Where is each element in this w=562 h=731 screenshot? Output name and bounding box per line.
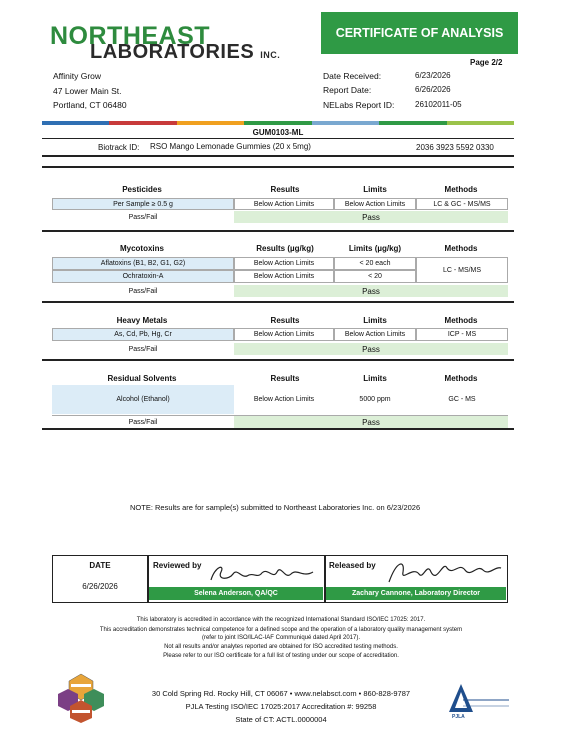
logo-laboratories xyxy=(90,41,280,64)
divider xyxy=(42,428,514,430)
solvents-analyte: Alcohol (Ethanol) xyxy=(52,385,234,414)
client-name: Affinity Grow xyxy=(53,71,102,81)
divider xyxy=(42,138,514,139)
solvents-passfail-label: Pass/Fail xyxy=(128,418,158,426)
accreditation-line-4: Not all results and/or analytes reported are obtained for ISO accredited testing methods. xyxy=(164,644,398,650)
client-street: 47 Lower Main St. xyxy=(53,86,122,96)
reviewer-signature xyxy=(203,558,318,588)
color-bar-segment xyxy=(109,121,176,125)
reviewer-name: Selena Anderson, QA/QC xyxy=(149,587,323,600)
pesticides-methods-header: Methods xyxy=(444,185,478,194)
solvents-method: GC - MS xyxy=(448,396,476,403)
accreditation-line-1: This laboratory is accredited in accordance with the recognized International Standard ISO/IEC 17025: 2017. xyxy=(136,617,426,623)
report-id-value: 26102011-05 xyxy=(415,100,462,109)
reviewed-by-label: Reviewed by xyxy=(153,561,202,570)
sample-code: GUM0103-ML xyxy=(252,128,304,137)
client-city: Portland, CT 06480 xyxy=(53,100,127,110)
pesticides-result: Below Action Limits xyxy=(234,198,334,210)
color-bar xyxy=(42,121,514,125)
metals-passfail-label: Pass/Fail xyxy=(128,345,158,353)
residual-solvents-section xyxy=(42,360,514,430)
signoff-box xyxy=(52,555,508,603)
mycotoxins-analyte-2: Ochratoxin-A xyxy=(52,270,234,283)
solvents-pass: Pass xyxy=(234,416,508,428)
date-label: DATE xyxy=(89,561,111,570)
logo-northeast: NORTHEAST xyxy=(50,22,211,50)
color-bar-segment xyxy=(312,121,379,125)
mycotoxins-title: Mycotoxins xyxy=(119,244,164,253)
mycotoxins-results-header: Results (µg/kg) xyxy=(256,244,314,253)
metals-limit: Below Action Limits xyxy=(334,328,416,341)
certificate-title: CERTIFICATE OF ANALYSIS xyxy=(321,12,518,54)
pjla-label: PJLA xyxy=(452,714,465,720)
pesticides-limits-header: Limits xyxy=(363,185,387,194)
mycotoxins-limit-1: < 20 each xyxy=(334,257,416,270)
metals-methods-header: Methods xyxy=(444,316,478,325)
state-license: State of CT: ACTL.0000004 xyxy=(235,715,327,724)
divider xyxy=(42,155,514,157)
solvents-results-header: Results xyxy=(270,374,300,383)
mycotoxins-limits-header: Limits (µg/kg) xyxy=(348,244,402,253)
lab-address: 30 Cold Spring Rd. Rocky Hill, CT 06067 • www.nelabsct.com • 860-828-9787 xyxy=(151,689,411,698)
mycotoxins-analyte-1: Aflatoxins (B1, B2, G1, G2) xyxy=(52,257,234,270)
mycotoxins-methods-header: Methods xyxy=(444,244,478,253)
pesticides-results-header: Results xyxy=(270,185,300,194)
solvents-title: Residual Solvents xyxy=(107,374,177,383)
color-bar-segment xyxy=(447,121,514,125)
report-date-label: Report Date: xyxy=(323,85,372,95)
heavy-metals-section xyxy=(42,302,514,358)
logo-inc: INC. xyxy=(260,50,281,60)
metals-analyte: As, Cd, Pb, Hg, Cr xyxy=(52,328,234,341)
accreditation-line-2: This accreditation demonstrates technical competence for a defined scope and the operation of a laboratory quality management system xyxy=(99,627,463,633)
date-received-label: Date Received: xyxy=(323,71,382,81)
logo-laboratories-text: LABORATORIES xyxy=(90,41,255,63)
solvents-methods-header: Methods xyxy=(444,374,478,383)
solvents-limit: 5000 ppm xyxy=(359,396,391,403)
page-number: Page 2/2 xyxy=(470,58,503,67)
metals-pass: Pass xyxy=(234,343,508,355)
color-bar-segment xyxy=(42,121,109,125)
accreditation-line-3: (refer to joint ISO/ILAC-IAF Communiqué dated April 2017). xyxy=(201,635,361,641)
color-bar-segment xyxy=(244,121,311,125)
pjla-accreditation: PJLA Testing ISO/IEC 17025:2017 Accreditation #: 99258 xyxy=(185,702,377,711)
metals-result: Below Action Limits xyxy=(234,328,334,341)
submission-note: NOTE: Results are for sample(s) submitted to Northeast Laboratories Inc. on 6/23/2026 xyxy=(130,503,421,512)
date-received-value: 6/23/2026 xyxy=(415,71,451,80)
metals-limits-header: Limits xyxy=(363,316,387,325)
mycotoxins-result-1: Below Action Limits xyxy=(234,257,334,270)
signoff-date: 6/26/2026 xyxy=(82,582,118,591)
pesticides-method: LC & GC - MS/MS xyxy=(416,198,508,210)
color-bar-segment xyxy=(379,121,446,125)
product-name: RSO Mango Lemonade Gummies (20 x 5mg) xyxy=(150,142,311,151)
mycotoxins-pass: Pass xyxy=(234,285,508,297)
solvents-limits-header: Limits xyxy=(363,374,387,383)
pesticides-section xyxy=(42,166,514,230)
solvents-result: Below Action Limits xyxy=(253,396,315,403)
report-date-value: 6/26/2026 xyxy=(415,85,451,94)
pesticides-limit: Below Action Limits xyxy=(334,198,416,210)
releaser-signature xyxy=(383,556,505,586)
releaser-name: Zachary Cannone, Laboratory Director xyxy=(326,587,506,600)
metals-method: ICP - MS xyxy=(416,328,508,341)
accreditation-line-5: Please refer to our ISO certificate for a full list of testing under our scope of accreditation. xyxy=(163,653,399,659)
pesticides-passfail-label: Pass/Fail xyxy=(128,213,158,221)
mycotoxins-limit-2: < 20 xyxy=(334,270,416,283)
released-by-label: Released by xyxy=(329,561,376,570)
pesticides-title: Pesticides xyxy=(122,185,162,194)
mycotoxins-passfail-label: Pass/Fail xyxy=(128,287,158,295)
metals-results-header: Results xyxy=(270,316,300,325)
report-id-label: NELabs Report ID: xyxy=(323,100,395,110)
mycotoxins-section xyxy=(42,230,514,300)
metals-title: Heavy Metals xyxy=(116,316,168,325)
pesticides-pass: Pass xyxy=(234,211,508,223)
mycotoxins-method: LC - MS/MS xyxy=(416,257,508,283)
biotrack-number: 2036 3923 5592 0330 xyxy=(416,143,494,152)
mycotoxins-result-2: Below Action Limits xyxy=(234,270,334,283)
pesticides-analyte: Per Sample ≥ 0.5 g xyxy=(52,198,234,210)
biotrack-label: Biotrack ID: xyxy=(98,143,140,152)
color-bar-segment xyxy=(177,121,244,125)
